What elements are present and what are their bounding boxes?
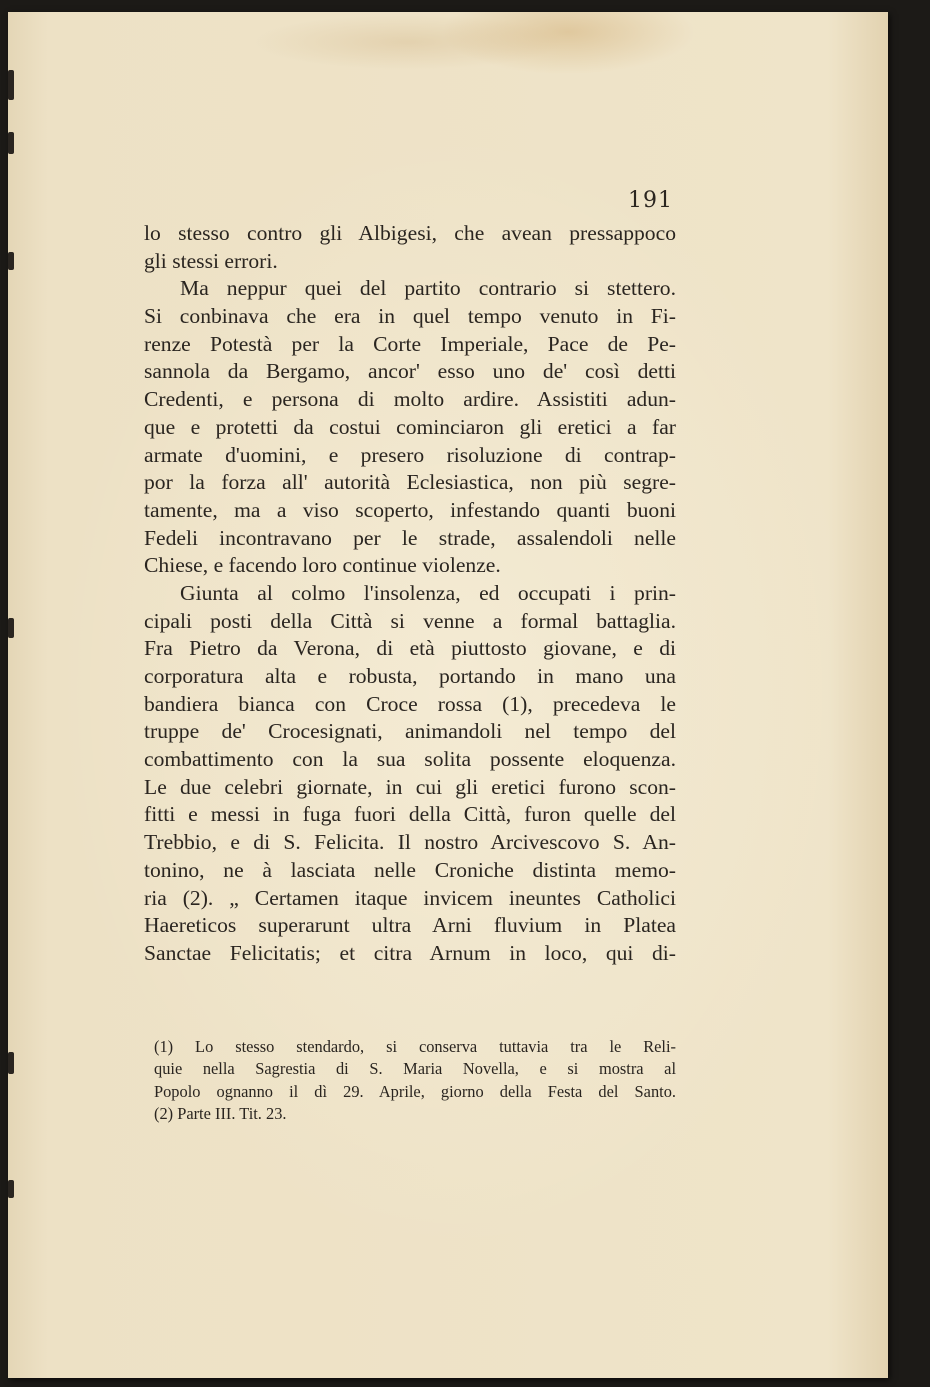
text-line: Ma neppur quei del partito contrario si stettero. — [180, 276, 676, 301]
text-line: Fra Pietro da Verona, di età piuttosto giovane, e di — [144, 636, 676, 661]
text-line: combattimento con la sua solita possente eloquenza. — [144, 747, 676, 772]
text-line: Haereticos superarunt ultra Arni fluvium in Platea — [144, 913, 676, 938]
text-line: Le due celebri giornate, in cui gli eretici furono scon- — [144, 774, 676, 799]
text-line: que e protetti da costui cominciaron gli eretici a far — [144, 414, 676, 439]
spine-binding-mark — [8, 1180, 14, 1198]
spine-binding-mark — [8, 252, 14, 270]
text-line: Credenti, e persona di molto ardire. Assistiti adun- — [144, 387, 676, 412]
text-line: Giunta al colmo l'insolenza, ed occupati i prin- — [180, 580, 676, 605]
text-line: fitti e messi in fuga fuori della Città, furon quelle del — [144, 802, 676, 827]
spine-binding-mark — [8, 132, 14, 154]
text-line: Fedeli incontravano per le strade, assalendoli nelle — [144, 525, 676, 550]
footnote-line: (1) Lo stesso stendardo, si conserva tuttavia tra le Reli- — [154, 1037, 676, 1056]
text-line: tamente, ma a viso scoperto, infestando quanti buoni — [144, 497, 676, 522]
text-line: cipali posti della Città si venne a formal battaglia. — [144, 608, 676, 633]
text-line: Trebbio, e di S. Felicita. Il nostro Arcivescovo S. An- — [144, 830, 676, 855]
text-line: por la forza all' autorità Eclesiastica, non più segre- — [144, 470, 676, 495]
text-line: Chiese, e facendo loro continue violenze. — [144, 553, 501, 578]
text-line: Si conbinava che era in quel tempo venuto in Fi- — [144, 304, 676, 329]
spine-binding-mark — [8, 70, 14, 100]
spine-binding-mark — [8, 1052, 14, 1074]
text-line: corporatura alta e robusta, portando in mano una — [144, 664, 676, 688]
text-line: lo stesso contro gli Albigesi, che avean pressappoco — [144, 221, 676, 245]
text-line: sannola da Bergamo, ancor' esso uno de' così detti — [144, 359, 676, 384]
footnote-line: (2) Parte III. Tit. 23. — [154, 1104, 287, 1124]
body-text — [144, 220, 676, 968]
page-number: 191 — [628, 188, 673, 213]
text-line: Sanctae Felicitatis; et citra Arnum in loco, qui di- — [144, 940, 676, 965]
book-page — [8, 12, 888, 1378]
spine-binding-mark — [8, 618, 14, 638]
text-line: armate d'uomini, e presero risoluzione di contrap- — [144, 442, 676, 467]
footnote-line: quie nella Sagrestia di S. Maria Novella, e si mostra al — [154, 1059, 676, 1079]
text-line: bandiera bianca con Croce rossa (1), precedeva le — [144, 691, 676, 716]
text-line: renze Potestà per la Corte Imperiale, Pace de Pe- — [144, 331, 676, 356]
footnotes — [154, 1036, 676, 1126]
text-line: truppe de' Crocesignati, animandoli nel tempo del — [144, 719, 676, 744]
text-line: tonino, ne à lasciata nelle Croniche distinta memo- — [144, 857, 676, 882]
text-line: ria (2). „ Certamen itaque invicem ineuntes Catholici — [144, 885, 676, 910]
text-line: gli stessi errori. — [144, 248, 278, 273]
footnote-line: Popolo ognanno il dì 29. Aprile, giorno della Festa del Santo. — [154, 1081, 676, 1101]
